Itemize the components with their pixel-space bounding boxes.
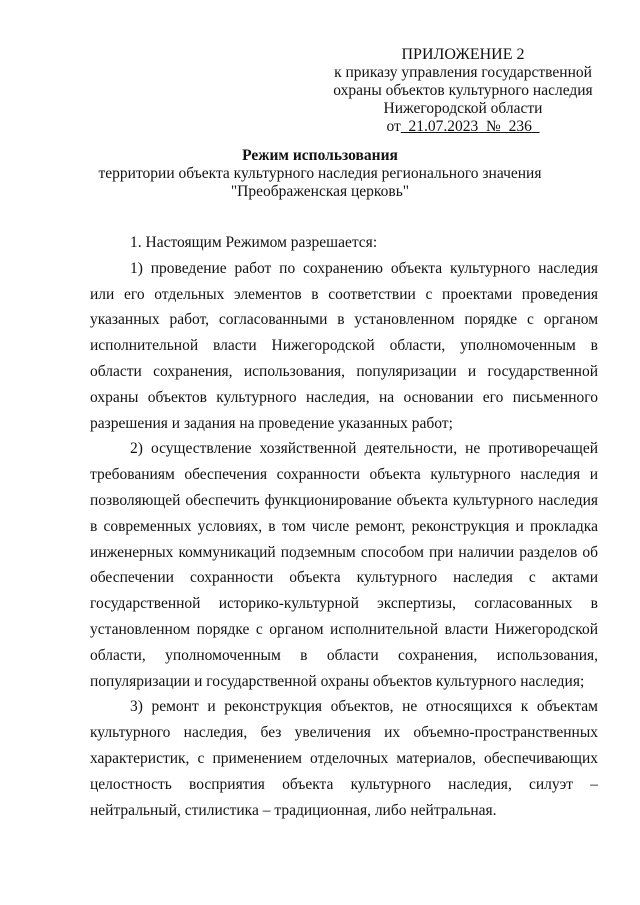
paragraph-intro: 1. Настоящим Режимом разрешается: — [130, 234, 378, 251]
annex-line-1: к приказу управления государственной — [334, 64, 592, 81]
annex-line-2: охраны объектов культурного наследия — [333, 82, 593, 99]
document-body — [90, 230, 598, 823]
annex-title: ПРИЛОЖЕНИЕ 2 — [401, 46, 525, 63]
paragraph-item-1: 1) проведение работ по сохранению объекта культурного наследия или его отдельных элементов в соответствии с проектами проведения указанных работ, согласованными в установленном порядке с органом исполнительной власти Нижегородской области, уполномоченным в области сохранения, использования, популяризации и государственной охраны объектов культурного наследия, на основании его письменного разрешения и задания на проведение указанных работ; — [90, 259, 598, 432]
annex-header — [328, 46, 598, 136]
date-prefix: от — [386, 118, 401, 135]
regime-title-block — [0, 147, 640, 201]
regime-subtitle-2: "Преображенская церковь" — [230, 183, 410, 200]
paragraph-item-3: 3) ремонт и реконструкция объектов, не относящихся к объектам культурного наследия, без увеличения их объемно-пространственных характеристик, с применением отделочных материалов, обеспечивающих целостность восприятия объекта культурного наследия, силуэт – нейтральный, стилистика – традиционная, либо нейтральная. — [90, 698, 598, 819]
regime-subtitle-1: территории объекта культурного наследия регионального значения — [98, 165, 542, 182]
paragraph-item-2: 2) осуществление хозяйственной деятельности, не противоречащей требованиям обеспечения сохранности объекта культурного наследия и позволяющей обеспечить функционирование объекта культурного наследия в современных условиях, в том числе ремонт, реконструкция и прокладка инженерных коммуникаций подземным способом при наличии разделов об обеспечении сохранности объекта культурного наследия с актами государственной историко-культурной экспертизы, согласованных в установленном порядке с органом исполнительной власти Нижегородской области, уполномоченным в области сохранения, использования, популяризации и государственной охраны объектов культурного наследия; — [90, 440, 598, 690]
annex-date-line — [328, 118, 598, 136]
order-date: 21.07.2023 № 236 — [408, 118, 532, 135]
annex-line-3: Нижегородской области — [383, 100, 543, 117]
regime-heading: Режим использования — [242, 147, 398, 164]
